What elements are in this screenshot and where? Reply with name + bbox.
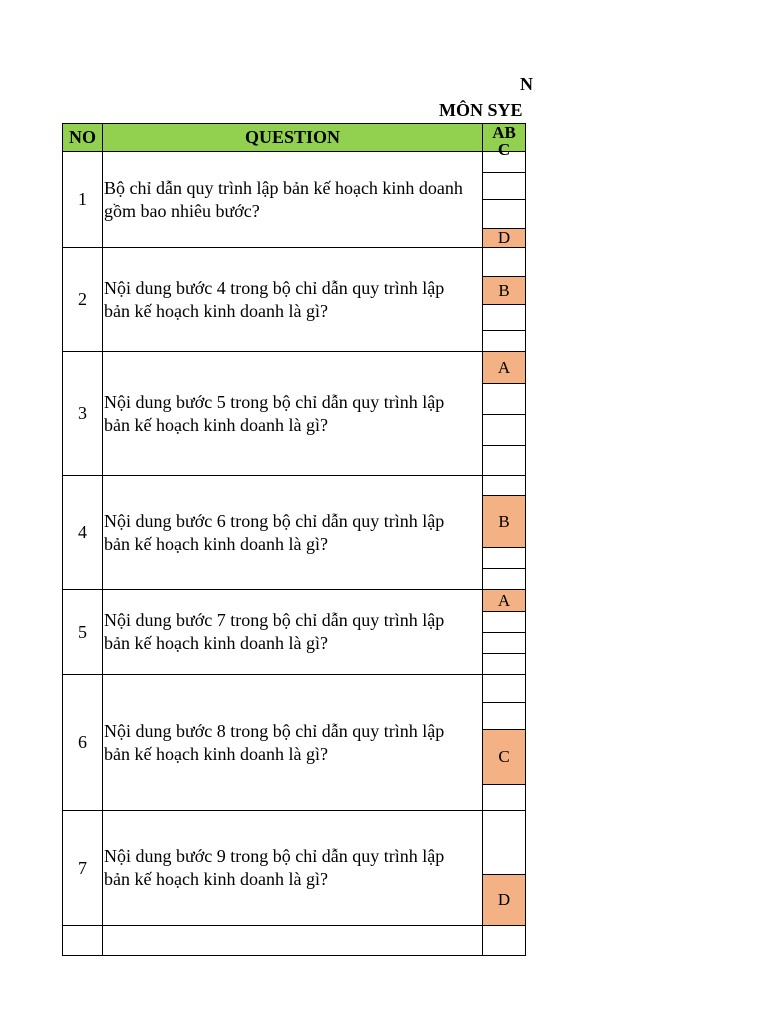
answer-cell — [482, 653, 526, 675]
question-text-content: Nội dung bước 4 trong bộ chỉ dẫn quy trình lập bản kế hoạch kinh doanh là gì? — [104, 277, 445, 321]
question-text — [102, 351, 483, 476]
question-number: 4 — [62, 475, 103, 590]
answer-cell: B — [482, 276, 526, 305]
question-number: 5 — [62, 589, 103, 675]
answer-cell — [482, 674, 526, 703]
answer-cell — [482, 304, 526, 331]
answer-cell — [482, 810, 526, 875]
question-number: 3 — [62, 351, 103, 476]
question-text-content: Nội dung bước 5 trong bộ chỉ dẫn quy trình lập bản kế hoạch kinh doanh là gì? — [104, 391, 445, 435]
title-line-2: MÔN SYE — [439, 100, 523, 120]
answer-cell: C — [482, 729, 526, 785]
answer-cell: D — [482, 228, 526, 248]
question-number: 1 — [62, 151, 103, 248]
answer-cell — [482, 568, 526, 590]
header-answer — [482, 123, 526, 159]
question-text-content: Bộ chỉ dẫn quy trình lập bản kế hoạch kinh doanh gồm bao nhiêu bước? — [104, 177, 463, 221]
answer-cell — [482, 414, 526, 446]
question-number: 6 — [62, 674, 103, 811]
question-text — [102, 475, 483, 590]
answer-cell — [482, 475, 526, 496]
answer-cell — [482, 445, 526, 476]
answer-cell — [482, 247, 526, 277]
answer-cell — [482, 330, 526, 352]
question-number: 7 — [62, 810, 103, 926]
answer-cell: A — [482, 589, 526, 612]
answer-cell: D — [482, 874, 526, 926]
question-text-content: Nội dung bước 7 trong bộ chỉ dẫn quy trình lập bản kế hoạch kinh doanh là gì? — [104, 610, 445, 653]
question-text — [102, 810, 483, 926]
answer-cell — [482, 611, 526, 633]
question-text — [102, 674, 483, 811]
title-line-1: N — [520, 74, 533, 94]
answer-cell — [482, 784, 526, 811]
question-text-content: Nội dung bước 8 trong bộ chỉ dẫn quy trình lập bản kế hoạch kinh doanh là gì? — [104, 720, 445, 764]
answer-cell — [482, 199, 526, 229]
answer-cell — [482, 383, 526, 415]
answer-cell — [482, 151, 526, 173]
question-text — [102, 589, 483, 675]
answer-cell — [482, 632, 526, 654]
header-no: NO — [62, 123, 103, 152]
header-answer-label: ABC — [492, 123, 516, 159]
question-number: 2 — [62, 247, 103, 352]
header-question: QUESTION — [102, 123, 483, 152]
answer-cell — [482, 172, 526, 200]
answer-cell — [482, 925, 526, 956]
question-text — [102, 925, 483, 956]
answer-cell: B — [482, 495, 526, 548]
answer-cell: A — [482, 351, 526, 384]
answer-cell — [482, 702, 526, 730]
question-text-content: Nội dung bước 6 trong bộ chỉ dẫn quy trình lập bản kế hoạch kinh doanh là gì? — [104, 510, 445, 554]
answer-cell — [482, 547, 526, 569]
question-text-content: Nội dung bước 9 trong bộ chỉ dẫn quy trình lập bản kế hoạch kinh doanh là gì? — [104, 846, 445, 889]
question-text — [102, 151, 483, 248]
question-text — [102, 247, 483, 352]
question-number — [62, 925, 103, 956]
